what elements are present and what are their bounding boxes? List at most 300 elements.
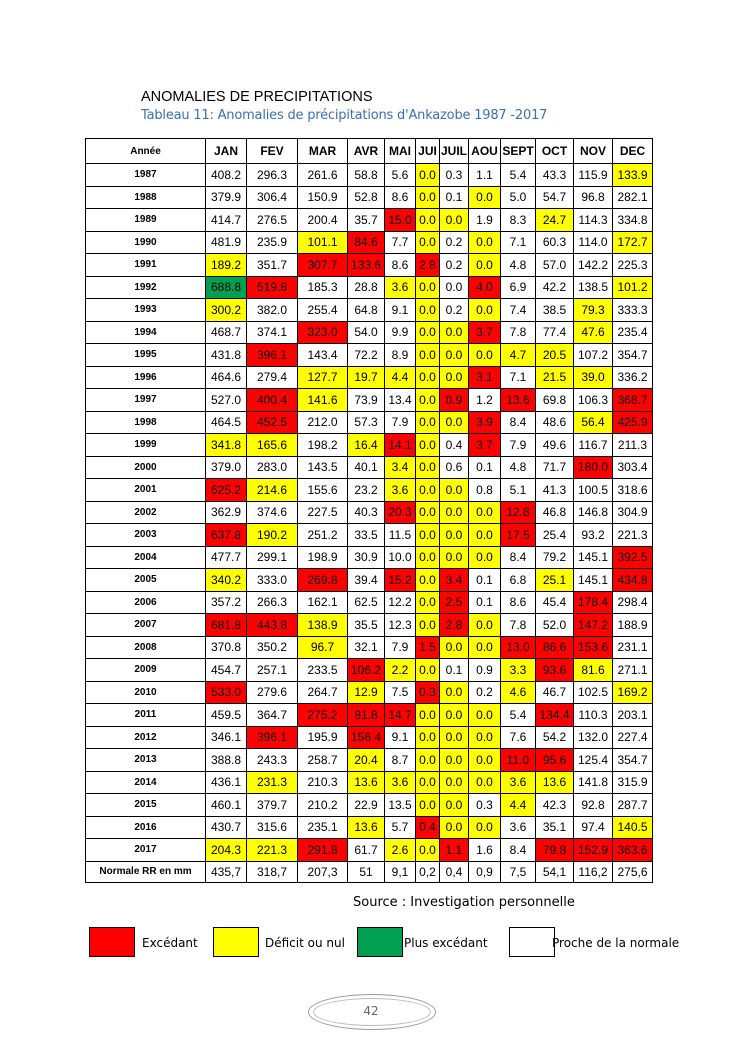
value-cell: 39.4 [348,569,385,592]
value-cell: 0.0 [416,479,440,502]
value-cell: 362.9 [206,501,247,524]
value-cell: 5.0 [501,186,536,209]
year-cell: 2015 [86,794,206,817]
year-cell: 1987 [86,164,206,187]
table-row [86,816,653,839]
table-row [86,254,653,277]
value-cell: 0.0 [440,411,469,434]
value-cell: 4.8 [501,456,536,479]
table-row [86,501,653,524]
legend-label-proche-normale: Proche de la normale [552,936,680,950]
value-cell: 235.9 [247,231,298,254]
table-row [86,614,653,637]
value-cell: 379.9 [206,186,247,209]
value-cell: 0.8 [469,479,501,502]
normal-value-cell: 0,9 [469,861,501,882]
value-cell: 392.5 [613,546,653,569]
value-cell: 257.1 [247,659,298,682]
value-cell: 334.8 [613,209,653,232]
value-cell: 30.9 [348,546,385,569]
legend-swatch-yellow [213,927,259,957]
legend-label-excedant: Excédant [142,936,198,950]
value-cell: 2.8 [416,254,440,277]
value-cell: 23.2 [348,479,385,502]
value-cell: 0.0 [416,569,440,592]
legend-swatch-green [357,927,403,957]
table-row [86,591,653,614]
value-cell: 0.0 [440,726,469,749]
value-cell: 464.6 [206,366,247,389]
value-cell: 20.5 [536,344,574,367]
value-cell: 519.8 [247,276,298,299]
normal-value-cell: 116,2 [574,861,613,882]
value-cell: 22.9 [348,794,385,817]
value-cell: 8.3 [501,209,536,232]
value-cell: 14.7 [385,704,416,727]
value-cell: 133.6 [348,254,385,277]
table-row [86,164,653,187]
value-cell: 127.7 [298,366,348,389]
value-cell: 96.8 [574,186,613,209]
value-cell: 357.2 [206,591,247,614]
value-cell: 6.8 [501,569,536,592]
value-cell: 0.0 [469,749,501,772]
value-cell: 49.6 [536,434,574,457]
value-cell: 214.6 [247,479,298,502]
year-cell: 2004 [86,546,206,569]
value-cell: 0.0 [469,546,501,569]
value-cell: 0.0 [469,344,501,367]
value-cell: 8.4 [501,411,536,434]
value-cell: 41.3 [536,479,574,502]
value-cell: 12.2 [385,591,416,614]
value-cell: 0.2 [469,681,501,704]
normal-value-cell: 0,4 [440,861,469,882]
value-cell: 452.5 [247,411,298,434]
value-cell: 35.5 [348,614,385,637]
value-cell: 10.0 [385,546,416,569]
value-cell: 0.0 [469,524,501,547]
value-cell: 203.1 [613,704,653,727]
header-fev: FEV [247,139,298,164]
value-cell: 210.2 [298,794,348,817]
value-cell: 0.0 [440,704,469,727]
value-cell: 134.4 [536,704,574,727]
value-cell: 7.1 [501,366,536,389]
value-cell: 52.8 [348,186,385,209]
value-cell: 11.5 [385,524,416,547]
value-cell: 13.6 [536,771,574,794]
value-cell: 0.0 [440,321,469,344]
table-row [86,794,653,817]
value-cell: 54.0 [348,321,385,344]
value-cell: 110.3 [574,704,613,727]
value-cell: 0.0 [416,434,440,457]
value-cell: 0.0 [416,411,440,434]
value-cell: 0.4 [440,434,469,457]
table-row [86,321,653,344]
value-cell: 5.1 [501,479,536,502]
value-cell: 351.7 [247,254,298,277]
value-cell: 7.8 [501,614,536,637]
value-cell: 180.0 [574,456,613,479]
value-cell: 39.0 [574,366,613,389]
value-cell: 468.7 [206,321,247,344]
value-cell: 291.8 [298,839,348,862]
value-cell: 140.5 [613,816,653,839]
table-row [86,434,653,457]
value-cell: 0.0 [440,771,469,794]
value-cell: 43.3 [536,164,574,187]
value-cell: 443.8 [247,614,298,637]
value-cell: 3.6 [501,816,536,839]
value-cell: 340.2 [206,569,247,592]
value-cell: 276.5 [247,209,298,232]
value-cell: 0.0 [469,704,501,727]
value-cell: 165.6 [247,434,298,457]
value-cell: 0.0 [416,614,440,637]
year-cell: 2006 [86,591,206,614]
value-cell: 283.0 [247,456,298,479]
year-cell: 2014 [86,771,206,794]
value-cell: 0.0 [469,614,501,637]
value-cell: 379.7 [247,794,298,817]
header-juil: JUIL [440,139,469,164]
value-cell: 235.1 [298,816,348,839]
table-row [86,479,653,502]
year-cell: 2012 [86,726,206,749]
value-cell: 0.0 [469,501,501,524]
value-cell: 79.3 [574,299,613,322]
value-cell: 56.4 [574,411,613,434]
value-cell: 298.4 [613,591,653,614]
value-cell: 198.9 [298,546,348,569]
value-cell: 35.7 [348,209,385,232]
value-cell: 315.6 [247,816,298,839]
value-cell: 96.7 [298,636,348,659]
value-cell: 101.2 [613,276,653,299]
value-cell: 211.3 [613,434,653,457]
value-cell: 231.3 [247,771,298,794]
value-cell: 20.3 [385,501,416,524]
value-cell: 3.6 [385,771,416,794]
value-cell: 221.3 [247,839,298,862]
value-cell: 0.0 [440,749,469,772]
value-cell: 95.6 [536,749,574,772]
header-mar: MAR [298,139,348,164]
value-cell: 15.2 [385,569,416,592]
value-cell: 346.1 [206,726,247,749]
value-cell: 172.7 [613,231,653,254]
value-cell: 7.9 [385,411,416,434]
year-cell: 1994 [86,321,206,344]
value-cell: 93.2 [574,524,613,547]
value-cell: 81.8 [348,704,385,727]
value-cell: 3.7 [469,321,501,344]
source-note: Source : Investigation personnelle [353,895,575,910]
table-row [86,726,653,749]
value-cell: 287.7 [613,794,653,817]
normal-value-cell: 318,7 [247,861,298,882]
normal-value-cell: 275,6 [613,861,653,882]
value-cell: 379.0 [206,456,247,479]
value-cell: 459.5 [206,704,247,727]
value-cell: 125.4 [574,749,613,772]
value-cell: 40.1 [348,456,385,479]
value-cell: 195.9 [298,726,348,749]
value-cell: 156.4 [348,726,385,749]
table-row [86,456,653,479]
value-cell: 382.0 [247,299,298,322]
value-cell: 19.7 [348,366,385,389]
value-cell: 0.2 [440,299,469,322]
value-cell: 8.6 [501,591,536,614]
value-cell: 102.5 [574,681,613,704]
year-cell: 2000 [86,456,206,479]
value-cell: 24.7 [536,209,574,232]
value-cell: 0.9 [469,659,501,682]
value-cell: 266.3 [247,591,298,614]
value-cell: 279.6 [247,681,298,704]
value-cell: 93.6 [536,659,574,682]
value-cell: 374.6 [247,501,298,524]
value-cell: 430.7 [206,816,247,839]
normal-value-cell: 435,7 [206,861,247,882]
header-mai: MAI [385,139,416,164]
value-cell: 243.3 [247,749,298,772]
table-row [86,524,653,547]
value-cell: 143.4 [298,344,348,367]
value-cell: 0.0 [440,479,469,502]
value-cell: 115.9 [574,164,613,187]
value-cell: 116.7 [574,434,613,457]
value-cell: 0.9 [440,389,469,412]
value-cell: 0.1 [440,659,469,682]
year-cell: 1996 [86,366,206,389]
value-cell: 0.6 [440,456,469,479]
value-cell: 350.2 [247,636,298,659]
year-cell: 1990 [86,231,206,254]
value-cell: 7.5 [385,681,416,704]
value-cell: 13.4 [385,389,416,412]
value-cell: 54.2 [536,726,574,749]
value-cell: 269.8 [298,569,348,592]
value-cell: 5.4 [501,704,536,727]
value-cell: 198.2 [298,434,348,457]
value-cell: 143.5 [298,456,348,479]
value-cell: 3.4 [385,456,416,479]
value-cell: 188.9 [613,614,653,637]
value-cell: 133.9 [613,164,653,187]
value-cell: 258.7 [298,749,348,772]
value-cell: 0.3 [416,681,440,704]
value-cell: 0.0 [416,524,440,547]
value-cell: 0.0 [440,209,469,232]
value-cell: 73.9 [348,389,385,412]
value-cell: 0.0 [440,524,469,547]
value-cell: 146.8 [574,501,613,524]
value-cell: 460.1 [206,794,247,817]
value-cell: 3.1 [469,366,501,389]
year-cell: 1999 [86,434,206,457]
year-cell: 2011 [86,704,206,727]
value-cell: 333.3 [613,299,653,322]
value-cell: 114.3 [574,209,613,232]
year-cell: 1991 [86,254,206,277]
value-cell: 7.1 [501,231,536,254]
year-cell: 2002 [86,501,206,524]
value-cell: 7.7 [385,231,416,254]
value-cell: 162.1 [298,591,348,614]
value-cell: 306.4 [247,186,298,209]
value-cell: 9.1 [385,726,416,749]
value-cell: 138.5 [574,276,613,299]
value-cell: 434.8 [613,569,653,592]
value-cell: 336.2 [613,366,653,389]
value-cell: 42.3 [536,794,574,817]
value-cell: 354.7 [613,344,653,367]
value-cell: 97.4 [574,816,613,839]
header-nov: NOV [574,139,613,164]
value-cell: 408.2 [206,164,247,187]
value-cell: 0.1 [469,569,501,592]
value-cell: 13.5 [385,794,416,817]
value-cell: 227.4 [613,726,653,749]
value-cell: 637.8 [206,524,247,547]
value-cell: 190.2 [247,524,298,547]
value-cell: 107.2 [574,344,613,367]
value-cell: 48.6 [536,411,574,434]
year-cell: 2008 [86,636,206,659]
value-cell: 0.0 [469,299,501,322]
value-cell: 0.0 [440,501,469,524]
table-row [86,681,653,704]
value-cell: 0.3 [469,794,501,817]
value-cell: 7.4 [501,299,536,322]
value-cell: 0.0 [416,749,440,772]
value-cell: 12.3 [385,614,416,637]
value-cell: 0.0 [440,546,469,569]
value-cell: 323.0 [298,321,348,344]
year-cell: 1988 [86,186,206,209]
value-cell: 0.0 [416,726,440,749]
header-avr: AVR [348,139,385,164]
value-cell: 0.2 [440,254,469,277]
value-cell: 46.7 [536,681,574,704]
value-cell: 0.0 [416,501,440,524]
value-cell: 3.4 [440,569,469,592]
value-cell: 9.1 [385,299,416,322]
value-cell: 370.8 [206,636,247,659]
value-cell: 341.8 [206,434,247,457]
value-cell: 255.4 [298,299,348,322]
header-sept: SEPT [501,139,536,164]
value-cell: 251.2 [298,524,348,547]
value-cell: 28.8 [348,276,385,299]
value-cell: 64.8 [348,299,385,322]
value-cell: 477.7 [206,546,247,569]
year-cell: 2007 [86,614,206,637]
value-cell: 0.0 [440,681,469,704]
value-cell: 1.2 [469,389,501,412]
value-cell: 106.3 [574,389,613,412]
value-cell: 6.9 [501,276,536,299]
value-cell: 57.0 [536,254,574,277]
value-cell: 0.0 [440,344,469,367]
value-cell: 3.3 [501,659,536,682]
year-cell: 1998 [86,411,206,434]
value-cell: 431.8 [206,344,247,367]
value-cell: 141.6 [298,389,348,412]
value-cell: 436.1 [206,771,247,794]
value-cell: 1.6 [469,839,501,862]
value-cell: 141.8 [574,771,613,794]
table-row [86,636,653,659]
value-cell: 84.6 [348,231,385,254]
normal-value-cell: 207,3 [298,861,348,882]
page-number: 42 [363,1004,379,1018]
normal-value-cell: 54,1 [536,861,574,882]
value-cell: 396.1 [247,726,298,749]
value-cell: 25.1 [536,569,574,592]
value-cell: 40.3 [348,501,385,524]
value-cell: 299.1 [247,546,298,569]
value-cell: 114.0 [574,231,613,254]
value-cell: 45.4 [536,591,574,614]
table-row [86,366,653,389]
value-cell: 0.1 [440,186,469,209]
value-cell: 363.6 [613,839,653,862]
value-cell: 14.1 [385,434,416,457]
value-cell: 7.9 [385,636,416,659]
value-cell: 8.6 [385,254,416,277]
value-cell: 155.6 [298,479,348,502]
value-cell: 527.0 [206,389,247,412]
value-cell: 86.6 [536,636,574,659]
value-cell: 414.7 [206,209,247,232]
value-cell: 0.0 [440,366,469,389]
value-cell: 17.5 [501,524,536,547]
value-cell: 7.9 [501,434,536,457]
year-cell: 2013 [86,749,206,772]
value-cell: 62.5 [348,591,385,614]
value-cell: 533.0 [206,681,247,704]
value-cell: 233.5 [298,659,348,682]
value-cell: 4.4 [501,794,536,817]
value-cell: 0.1 [469,591,501,614]
value-cell: 307.7 [298,254,348,277]
value-cell: 0.0 [416,321,440,344]
value-cell: 261.6 [298,164,348,187]
value-cell: 5.4 [501,164,536,187]
value-cell: 279.4 [247,366,298,389]
year-cell: 1992 [86,276,206,299]
table-row [86,749,653,772]
table-row [86,299,653,322]
table-row [86,659,653,682]
value-cell: 0.0 [416,839,440,862]
normal-value-cell: 0,2 [416,861,440,882]
value-cell: 11.0 [501,749,536,772]
value-cell: 33.5 [348,524,385,547]
value-cell: 225.3 [613,254,653,277]
value-cell: 42.2 [536,276,574,299]
value-cell: 300.2 [206,299,247,322]
value-cell: 271.1 [613,659,653,682]
table-header-row [86,139,653,164]
table-row [86,231,653,254]
value-cell: 38.5 [536,299,574,322]
